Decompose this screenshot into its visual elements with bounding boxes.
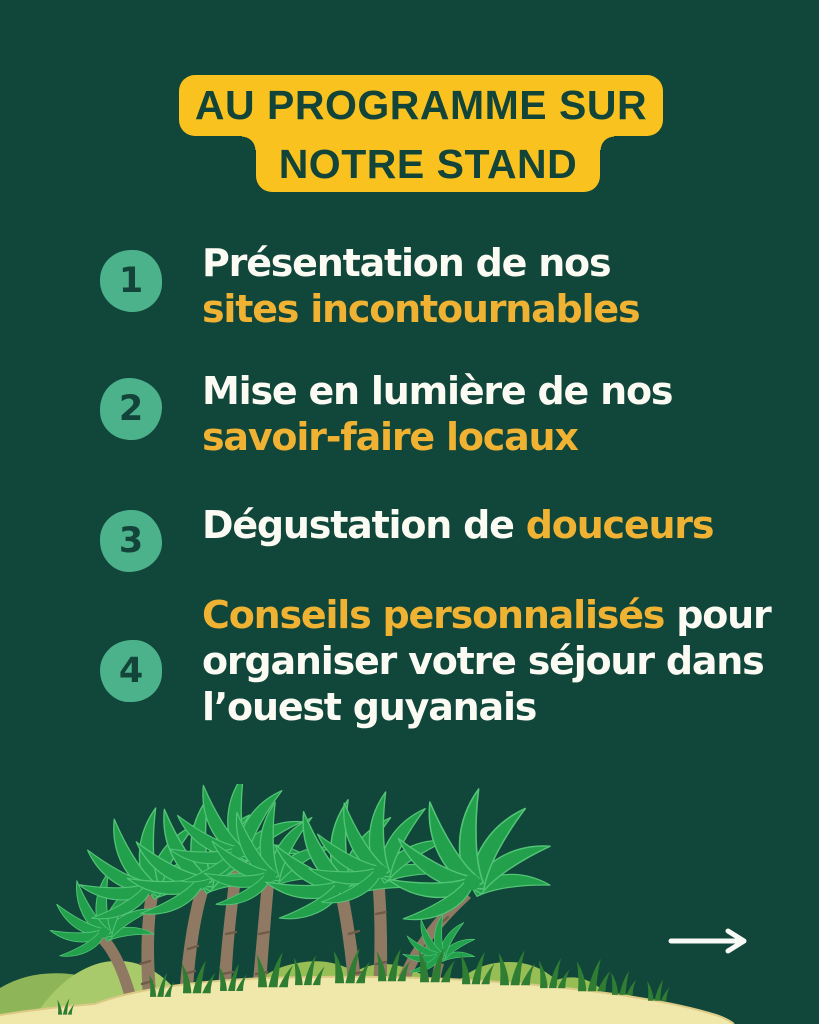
arrow-right-icon[interactable]: [665, 924, 755, 958]
item-number: 4: [118, 651, 144, 691]
item-text-highlight: douceurs: [525, 503, 714, 547]
item-number: 1: [118, 261, 144, 301]
item-line: [202, 638, 771, 684]
banner-line-2: [256, 136, 600, 192]
program-item-3: [202, 502, 713, 548]
item-number-badge: [100, 510, 162, 572]
item-text: Mise en lumière de nos: [202, 369, 673, 413]
item-text: Présentation de nos: [202, 241, 611, 285]
item-number-badge: [100, 640, 162, 702]
banner-fillet-right: [600, 136, 614, 150]
item-text: pour: [676, 593, 771, 637]
item-number: 2: [118, 389, 144, 429]
item-line: [202, 240, 639, 286]
item-line: [202, 592, 771, 638]
palm-crowns: [49, 784, 557, 973]
item-number: 3: [118, 521, 144, 561]
item-text-highlight: savoir-faire locaux: [202, 415, 578, 459]
item-line: [202, 368, 672, 414]
program-item-1: [202, 240, 639, 332]
banner-title-text-2: NOTRE STAND: [278, 140, 578, 187]
item-text: organiser votre séjour dans: [202, 639, 764, 683]
item-text: Dégustation de: [202, 503, 514, 547]
palm-trees-illustration: [0, 784, 819, 1024]
program-item-4: [202, 592, 771, 730]
item-line: [202, 414, 672, 460]
banner-fillet-left: [242, 136, 256, 150]
banner-title-text-1: AU PROGRAMME SUR: [194, 82, 648, 128]
item-number-badge: [100, 250, 162, 312]
item-number-badge: [100, 378, 162, 440]
item-line: [202, 502, 713, 548]
item-text-highlight: sites incontournables: [202, 287, 640, 331]
item-text: l’ouest guyanais: [202, 685, 537, 729]
program-item-2: [202, 368, 672, 460]
item-line: [202, 684, 771, 730]
item-line: [202, 286, 639, 332]
banner-line-1: [179, 75, 663, 136]
item-text-highlight: Conseils personnalisés: [202, 593, 665, 637]
